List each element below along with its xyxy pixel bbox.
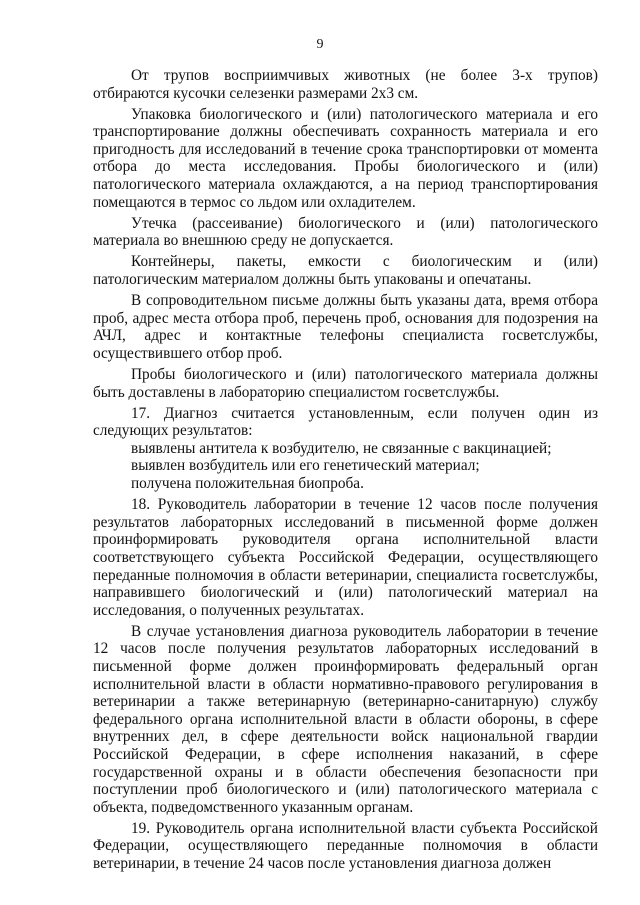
- paragraph: 17. Диагноз считается установленным, если получен один из следующих результатов:: [93, 404, 598, 440]
- paragraph: Утечка (рассеивание) биологического и (или) патологического материала во внешнюю среду не допускается.: [93, 214, 598, 250]
- paragraph: 18. Руководитель лаборатории в течение 12 часов после получения результатов лабораторных исследований в письменной форме должен проинформировать руководителя органа исполнительной власти соответствующего субъекта Российской Федерации, осуществляющего переданные полномочия в области ветеринарии, специалиста госветслужбы, направившего биологический и (или) патологический материал на исследования, о полученных результатах.: [93, 496, 598, 619]
- list-item: получена положительная биопроба.: [131, 475, 364, 493]
- list-item: выявлен возбудитель или его генетический материал;: [131, 457, 480, 475]
- page-number: 9: [316, 37, 324, 52]
- paragraph: 19. Руководитель органа исполнительной власти субъекта Российской Федерации, осуществляющего переданные полномочия в области ветеринарии, в течение 24 часов после установления диагноза должен: [93, 819, 598, 873]
- paragraph: Контейнеры, пакеты, емкости с биологическим и (или) патологическим материалом должны быть упакованы и опечатаны.: [93, 253, 598, 289]
- paragraph: Упаковка биологического и (или) патологического материала и его транспортирование должны обеспечивать сохранность материала и его пригодность для исследований в течение срока транспортировки от момента отбора до места исследования. Пробы биологического и (или) патологического материала охлаждаются, а на период транспортирования помещаются в термос со льдом или охладителем.: [93, 105, 598, 211]
- paragraph: В сопроводительном письме должны быть указаны дата, время отбора проб, адрес места отбора проб, перечень проб, основания для подозрения на АЧЛ, адрес и контактные телефоны специалиста госветслужбы, осуществившего отбор проб.: [93, 292, 598, 362]
- document-body: [93, 67, 598, 873]
- paragraph: От трупов восприимчивых животных (не более 3-х трупов) отбираются кусочки селезенки размерами 2х3 см.: [93, 67, 598, 102]
- paragraph: Пробы биологического и (или) патологического материала должны быть доставлены в лабораторию специалистом госветслужбы.: [93, 366, 598, 401]
- list-item: выявлены антитела к возбудителю, не связанные с вакцинацией;: [131, 439, 552, 457]
- paragraph: В случае установления диагноза руководитель лаборатории в течение 12 часов после получения результатов лабораторных исследований в письменной форме должен проинформировать федеральный орган исполнительной власти в области нормативно-правового регулирования в ветеринарии а также ветеринарную (ветеринарно-санитарную) службу федерального органа исполнительной власти в области обороны, в сфере внутренних дел, в сфере деятельности войск национальной гвардии Российской Федерации, в сфере исполнения наказаний, в сфере государственной охраны и в области обеспечения безопасности при поступлении проб биологического и (или) патологического материала с объекта, подведомственного указанным органам.: [93, 622, 598, 816]
